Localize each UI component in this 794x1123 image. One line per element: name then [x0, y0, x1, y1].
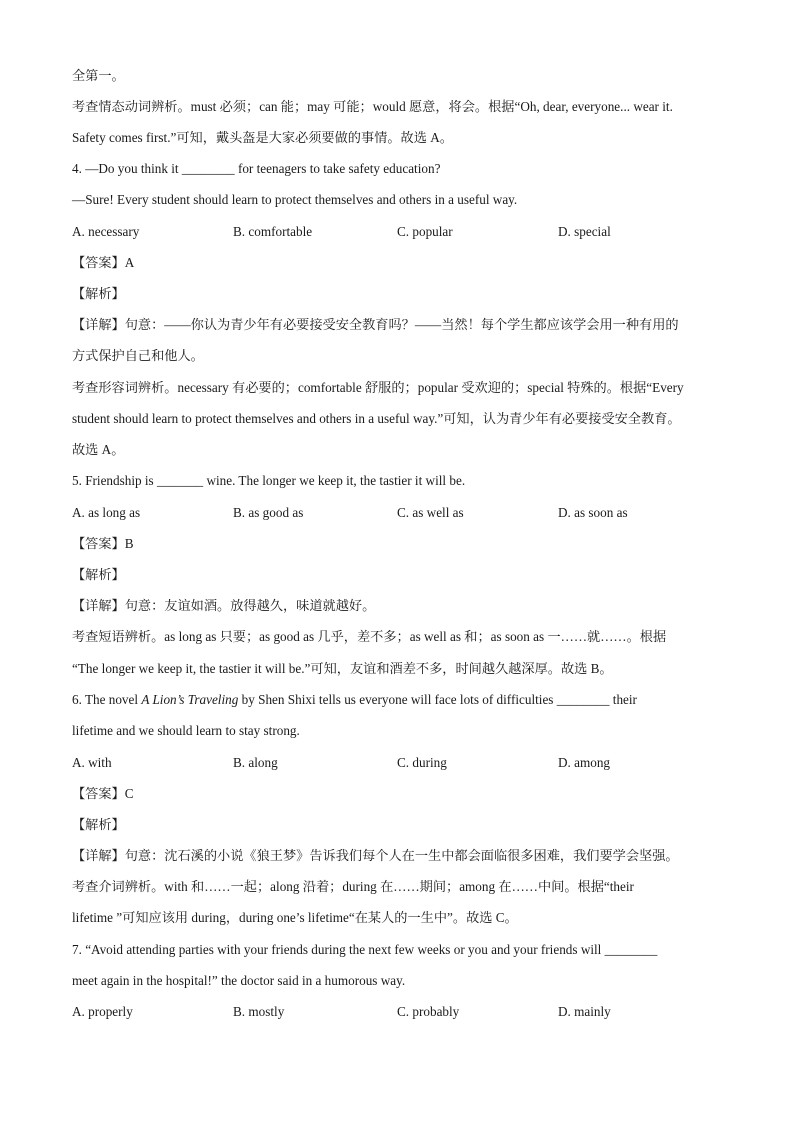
option-a: A. with — [72, 755, 112, 770]
stem-text: by Shen Shixi tells us everyone will face lots of difficulties ________ their — [238, 692, 637, 707]
option-b: B. as good as — [233, 505, 304, 520]
question-5-stem: 5. Friendship is _______ wine. The longer we keep it, the tastier it will be. — [72, 473, 466, 488]
answer-label: 【答案】B — [72, 536, 134, 551]
book-title: A Lion’s Traveling — [141, 692, 239, 707]
analysis-label: 【解析】 — [72, 817, 125, 832]
detail-line: 【详解】句意：友谊如酒。放得越久，味道就越好。 — [72, 598, 376, 613]
answer-label: 【答案】C — [72, 786, 134, 801]
detail-line: 方式保护自己和他人。 — [72, 348, 204, 363]
detail-line: 考查短语辨析。as long as 只要；as good as 几乎，差不多；as well as 和；as soon as 一……就……。根据 — [72, 629, 667, 644]
answer-label: 【答案】A — [72, 255, 135, 270]
detail-line: “The longer we keep it, the tastier it will be.”可知，友谊和酒差不多，时间越久越深厚。故选 B。 — [72, 661, 613, 676]
question-7-stem-2: meet again in the hospital!” the doctor said in a humorous way. — [72, 973, 406, 988]
detail-line: lifetime ”可知应该用 during，during one’s lifetime“在某人的一生中”。故选 C。 — [72, 910, 518, 925]
text-line: Safety comes first.”可知，戴头盔是大家必须要做的事情。故选 A。 — [72, 130, 453, 145]
option-c: C. popular — [397, 224, 453, 239]
detail-line: 考查介词辨析。with 和……一起；along 沿着；during 在……期间；among 在……中间。根据“their — [72, 879, 634, 894]
question-7-stem: 7. “Avoid attending parties with your friends during the next few weeks or you and your friends will ________ — [72, 942, 658, 957]
option-b: B. along — [233, 755, 278, 770]
detail-line: 【详解】句意：沈石溪的小说《狼王梦》告诉我们每个人在一生中都会面临很多困难，我们要学会坚强。 — [72, 848, 679, 863]
question-4-stem: 4. —Do you think it ________ for teenagers to take safety education? — [72, 161, 441, 176]
option-a: A. properly — [72, 1004, 133, 1019]
option-c: C. probably — [397, 1004, 460, 1019]
option-b: B. mostly — [233, 1004, 285, 1019]
text-line: 全第一。 — [72, 68, 125, 83]
detail-line: 【详解】句意：——你认为青少年有必要接受安全教育吗？——当然！每个学生都应该学会用一种有用的 — [72, 317, 679, 332]
option-d: D. mainly — [558, 1004, 611, 1019]
option-d: D. special — [558, 224, 611, 239]
detail-line: 考查形容词辨析。necessary 有必要的；comfortable 舒服的；popular 受欢迎的；special 特殊的。根据“Every — [72, 380, 684, 395]
option-a: A. necessary — [72, 224, 140, 239]
question-4-stem-2: —Sure! Every student should learn to protect themselves and others in a useful way. — [72, 192, 518, 207]
option-b: B. comfortable — [233, 224, 313, 239]
analysis-label: 【解析】 — [72, 286, 125, 301]
option-c: C. as well as — [397, 505, 464, 520]
analysis-label: 【解析】 — [72, 567, 125, 582]
question-6-stem — [72, 691, 637, 709]
option-a: A. as long as — [72, 505, 141, 520]
text-line: 考查情态动词辨析。must 必须；can 能；may 可能；would 愿意，将会。根据“Oh, dear, everyone... wear it. — [72, 99, 673, 114]
detail-line: student should learn to protect themselves and others in a useful way.”可知，认为青少年有必要接受安全教育。 — [72, 411, 681, 426]
detail-line: 故选 A。 — [72, 442, 125, 457]
option-d: D. as soon as — [558, 505, 628, 520]
question-6-stem-2: lifetime and we should learn to stay strong. — [72, 723, 300, 738]
stem-text: 6. The novel — [72, 692, 142, 707]
option-d: D. among — [558, 755, 611, 770]
option-c: C. during — [397, 755, 447, 770]
